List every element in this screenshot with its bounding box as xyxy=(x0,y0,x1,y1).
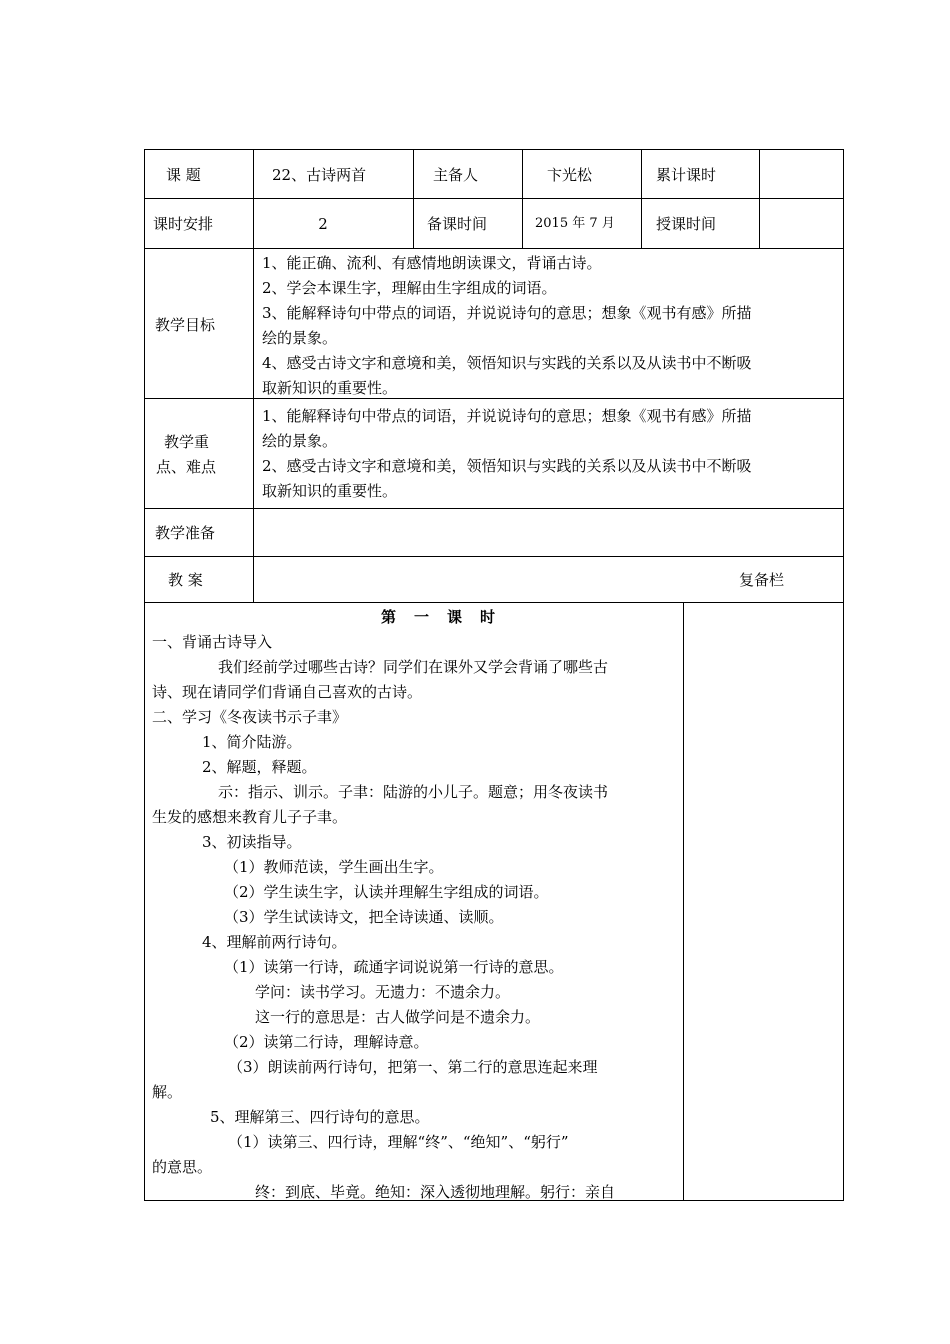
lesson-line: 二、学习《冬夜读书示子聿》 xyxy=(152,708,348,726)
column-divider xyxy=(759,149,760,249)
row-divider xyxy=(144,198,844,199)
objectives-label: 教学目标 xyxy=(155,316,216,334)
column-divider xyxy=(413,149,414,249)
objectives-text xyxy=(262,251,752,401)
lesson-line: 解。 xyxy=(152,1083,183,1101)
lesson-line: （2）学生读生字，认读并理解生字组成的词语。 xyxy=(224,883,549,901)
lesson-line: （1）读第三、四行诗，理解“终”、“绝知”、“躬行” xyxy=(228,1133,569,1151)
objective-line: 2、学会本课生字，理解由生字组成的词语。 xyxy=(262,279,557,297)
lesson-line: （3）朗读前两行诗句，把第一、第二行的意思连起来理 xyxy=(228,1058,598,1076)
lesson-line: 5、理解第三、四行诗句的意思。 xyxy=(210,1108,430,1126)
lesson-line: 4、理解前两行诗句。 xyxy=(202,933,347,951)
lesson-line: 学问：读书学习。无遗力：不遗余力。 xyxy=(255,983,511,1001)
lesson-line: 示：指示、训示。子聿：陆游的小儿子。题意；用冬夜读书 xyxy=(218,783,609,801)
objective-line: 取新知识的重要性。 xyxy=(262,379,398,397)
objective-line: 1、能正确、流利、有感情地朗读课文，背诵古诗。 xyxy=(262,254,602,272)
preparer-value: 卞光松 xyxy=(547,166,593,184)
review-column-divider xyxy=(683,602,684,1201)
lesson-line: 这一行的意思是：古人做学问是不遗余力。 xyxy=(255,1008,541,1026)
schedule-value: 2 xyxy=(318,215,328,233)
lesson-line: 3、初读指导。 xyxy=(202,833,302,851)
lesson-body xyxy=(152,630,677,1205)
row-divider xyxy=(144,508,844,509)
column-divider xyxy=(641,149,642,249)
key-points-label-line1: 教学重 xyxy=(164,433,210,451)
row-divider xyxy=(144,602,844,603)
lesson-line: （3）学生试读诗文，把全诗读通、读顺。 xyxy=(224,908,504,926)
lesson-line: 终：到底、毕竟。绝知：深入透彻地理解。躬行：亲自 xyxy=(255,1183,616,1201)
objective-line: 3、能解释诗句中带点的词语，并说说诗句的意思；想象《观书有感》所描 xyxy=(262,304,752,322)
lesson-line: 1、简介陆游。 xyxy=(202,733,302,751)
objective-line: 4、感受古诗文字和意境和美，领悟知识与实践的关系以及从读书中不断吸 xyxy=(262,354,752,372)
column-divider xyxy=(522,149,523,249)
key-point-line: 取新知识的重要性。 xyxy=(262,482,398,500)
row-divider xyxy=(144,248,844,249)
lesson-line: （1）读第一行诗，疏通字词说说第一行诗的意思。 xyxy=(224,958,564,976)
lesson-line: 一、背诵古诗导入 xyxy=(152,633,273,651)
plan-label: 教 案 xyxy=(168,571,203,589)
lesson-line: 我们经前学过哪些古诗？同学们在课外又学会背诵了哪些古 xyxy=(218,658,609,676)
key-points-text xyxy=(262,404,752,504)
key-point-line: 2、感受古诗文字和意境和美，领悟知识与实践的关系以及从读书中不断吸 xyxy=(262,457,752,475)
preparation-label: 教学准备 xyxy=(155,524,216,542)
key-point-line: 1、能解释诗句中带点的词语，并说说诗句的意思；想象《观书有感》所描 xyxy=(262,407,752,425)
prep-time-label: 备课时间 xyxy=(427,215,488,233)
lesson-line: （2）读第二行诗，理解诗意。 xyxy=(224,1033,429,1051)
lesson-line: 的意思。 xyxy=(152,1158,213,1176)
topic-label: 课 题 xyxy=(166,166,201,184)
review-column-label: 复备栏 xyxy=(739,571,785,589)
topic-value: 22、古诗两首 xyxy=(272,166,367,184)
lesson-line: （1）教师范读，学生画出生字。 xyxy=(224,858,444,876)
lesson-line: 诗、现在请同学们背诵自己喜欢的古诗。 xyxy=(152,683,423,701)
teach-time-label: 授课时间 xyxy=(656,215,717,233)
cumulative-label: 累计课时 xyxy=(656,166,717,184)
objective-line: 绘的景象。 xyxy=(262,329,338,347)
prep-time-value: 2015 年 7 月 xyxy=(535,216,615,231)
lesson-line: 2、解题，释题。 xyxy=(202,758,317,776)
row-divider xyxy=(144,556,844,557)
schedule-label: 课时安排 xyxy=(153,215,214,233)
lesson-title: 第一课时 xyxy=(381,608,514,626)
key-point-line: 绘的景象。 xyxy=(262,432,338,450)
preparer-label: 主备人 xyxy=(433,166,479,184)
lesson-line: 生发的感想来教育儿子子聿。 xyxy=(152,808,348,826)
key-points-label-line2: 点、难点 xyxy=(156,458,217,476)
